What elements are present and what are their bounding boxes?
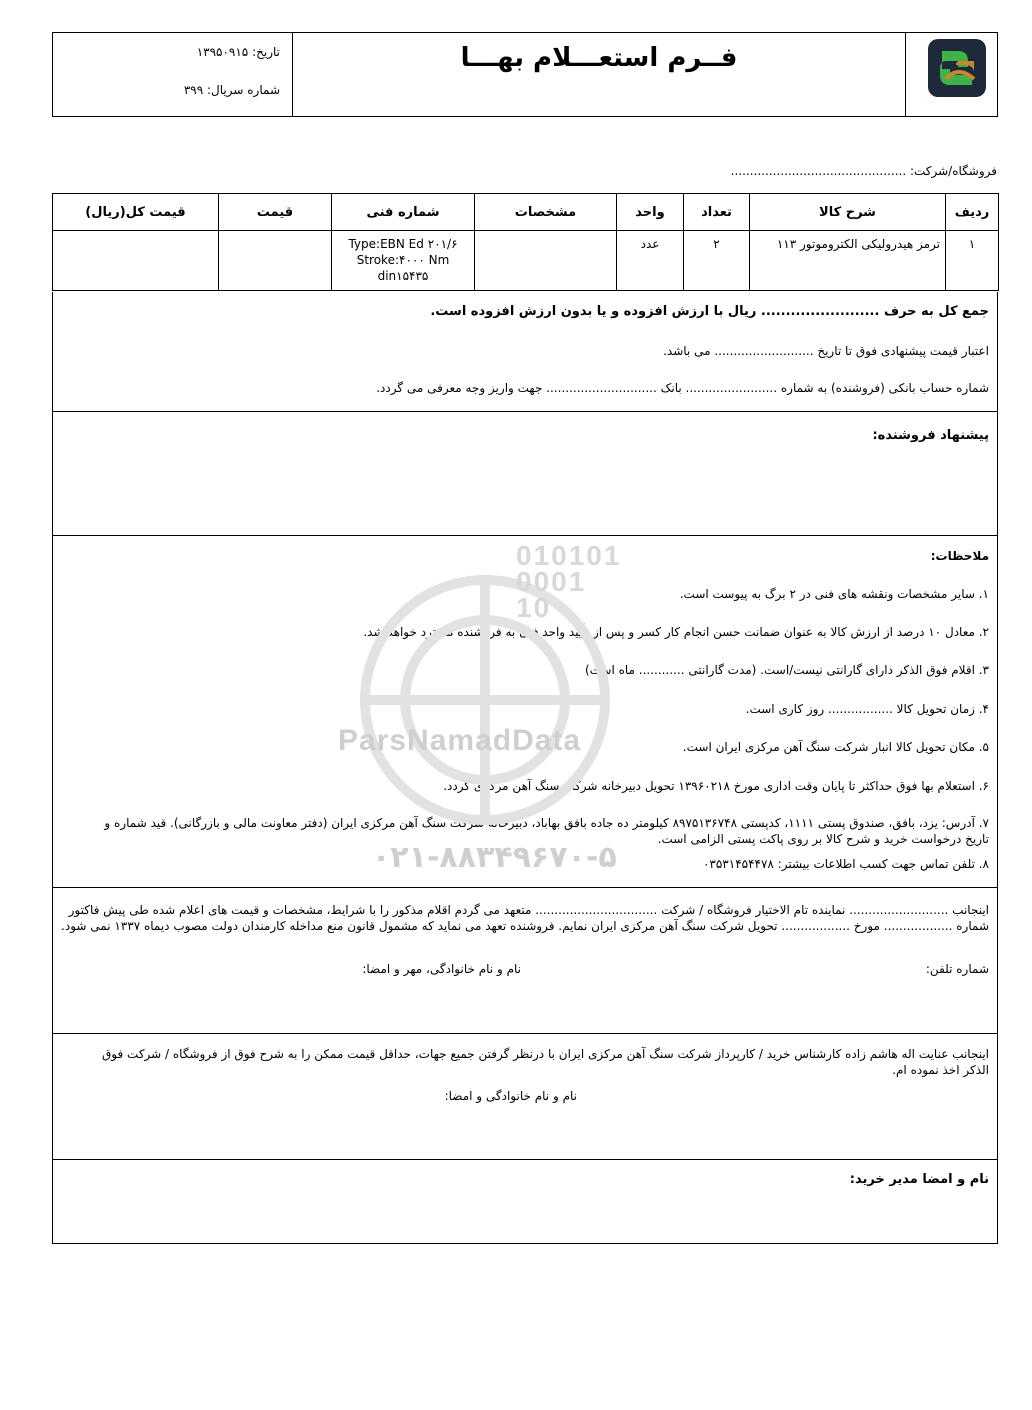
title-cell	[292, 33, 905, 116]
cell-row-num: ۱	[946, 231, 999, 291]
meta-cell	[53, 33, 292, 116]
shop-line: فروشگاه/شرکت: ..............................................	[730, 164, 997, 178]
date-line	[197, 45, 280, 59]
note-item-1: ۱. سایر مشخصات ونقشه های فنی در ۲ برگ به پیوست است.	[679, 587, 989, 601]
col-header-qty: تعداد	[684, 194, 750, 231]
bank-account: شماره حساب بانکی (فروشنده) به شماره ........................ بانک ............................. جهت واریز وجه معرفی می گردد.	[376, 381, 989, 395]
cell-description: ترمز هیدرولیکی الکتروموتور ۱۱۳	[750, 231, 946, 291]
cell-price	[219, 231, 332, 291]
table-header-row	[53, 194, 999, 231]
col-header-description: شرح کالا	[750, 194, 946, 231]
date-value: ۱۳۹۵۰۹۱۵	[196, 45, 249, 59]
company-logo-icon	[928, 39, 986, 97]
watermark-binary-3: 10	[516, 592, 552, 623]
date-label: تاریخ:	[252, 45, 280, 59]
manager-sign-title: نام و امضا مدیر خرید:	[849, 1172, 989, 1187]
note-item-6: ۶. استعلام بها فوق حداکثر تا پایان وقت اداری مورخ ۱۳۹۶۰۲۱۸ تحویل دبیرخانه شرکت سنگ آهن مرکزی گردد.	[443, 779, 989, 793]
cell-specs	[475, 231, 617, 291]
tech-line-1: Type:EBN Ed ۲۰۱/۶	[348, 237, 458, 251]
note-item-2: ۲. معادل ۱۰ درصد از ارزش کالا به عنوان ضمانت حسن انجام کار کسر و پس از تأیید واحد فنی به فروشنده مسترد خواهد شد.	[363, 625, 989, 639]
vendor-offer-section	[52, 412, 998, 536]
vendor-commitment-text: اینجانب .......................... نماینده تام الاختیار فروشگاه / شرکت ................................ متعهد می گردم اقلام مذکور را با شرایط، مشخصات و قیمت های اعلام شده طی پیش فاکتور شماره .................. مورخ .................. تحویل شرکت سنگ آهن مرکزی ایران نمایم. فروشنده تعهد می نماید که مشمول قانون منع مداخله کارمندان دولت مصوب دیماه ۱۳۳۷ نمی شود.	[61, 903, 989, 933]
col-header-specs: مشخصات	[475, 194, 617, 231]
col-header-row-num: ردیف	[946, 194, 999, 231]
tech-line-3: din۱۵۴۳۵	[377, 269, 429, 283]
tech-line-2: Stroke:۴۰۰۰ Nm	[356, 253, 450, 267]
notes-section	[52, 536, 998, 888]
total-in-words: جمع کل به حرف ........................ ریال با ارزش افزوده و یا بدون ارزش افزوده است.	[430, 304, 989, 319]
vendor-commitment-section	[52, 888, 998, 1034]
cell-qty: ۲	[684, 231, 750, 291]
buyer-section	[52, 1034, 998, 1160]
table-row	[53, 231, 999, 291]
cell-unit: عدد	[617, 231, 684, 291]
watermark-brand: ParsNamadData	[338, 724, 582, 757]
serial-line	[184, 83, 280, 97]
vendor-sign-label: نام و نام خانوادگی، مهر و امضا:	[362, 962, 521, 976]
cell-tech-number	[332, 231, 475, 291]
serial-label: شماره سریال:	[207, 83, 280, 97]
watermark-binary-2: 0001	[516, 566, 587, 597]
cell-total	[53, 231, 219, 291]
buyer-statement: اینجانب عنایت اله هاشم زاده کارشناس خرید / کارپرداز شرکت سنگ آهن مرکزی ایران با درنظر گرفتن جمیع جهات، حداقل قیمت ممکن را به شرح فوق از فروشگاه / شرکت فوق الذکر اخذ نموده ام.	[101, 1047, 989, 1077]
form-header	[52, 32, 998, 117]
col-header-price: قیمت	[219, 194, 332, 231]
serial-value: ۳۹۹	[183, 83, 204, 97]
note-item-4: ۴. زمان تحویل کالا ................. روز کاری است.	[745, 702, 989, 716]
watermark-binary-1: 010101	[516, 540, 622, 571]
price-validity: اعتبار قیمت پیشنهادی فوق تا تاریخ .......................... می باشد.	[663, 344, 989, 358]
col-header-total: قیمت کل(ریال)	[53, 194, 219, 231]
form-title: فــرم استعـــلام بهـــا	[460, 43, 738, 73]
vendor-offer-title: پیشنهاد فروشنده:	[872, 428, 989, 443]
notes-title: ملاحظات:	[930, 549, 989, 563]
totals-section	[52, 292, 998, 412]
vendor-phone-label: شماره تلفن:	[925, 962, 989, 976]
logo-cell	[905, 33, 997, 116]
note-item-5: ۵. مکان تحویل کالا انبار شرکت سنگ آهن مرکزی ایران است.	[682, 740, 989, 754]
items-table	[52, 193, 999, 291]
col-header-tech-number: شماره فنی	[332, 194, 475, 231]
watermark-phone: ۰۲۱-۸۸۳۴۹۶۷۰-۵	[372, 840, 617, 875]
col-header-unit: واحد	[617, 194, 684, 231]
note-item-3: ۳. اقلام فوق الذکر دارای گارانتی نیست/است. (مدت گارانتی ............ ماه است)	[584, 663, 989, 677]
note-item-8: ۸. تلفن تماس جهت کسب اطلاعات بیشتر: ۰۳۵۳۱۴۵۴۴۷۸	[702, 857, 989, 871]
manager-section	[52, 1160, 998, 1244]
note-item-7: ۷. آدرس: یزد، بافق، صندوق پستی ۱۱۱۱، کدپستی ۸۹۷۵۱۳۶۷۴۸ کیلومتر ده جاده بافق بهاباد، دبیرخانه شرکت سنگ آهن مرکزی ایران (دفتر معاونت مالی و بازرگانی). قید شماره و تاریخ درخواست خرید و شرح کالا بر روی پاکت پستی الزامی است.	[104, 816, 989, 846]
buyer-sign-label: نام و نام خانوادگی و امضا:	[444, 1089, 577, 1103]
